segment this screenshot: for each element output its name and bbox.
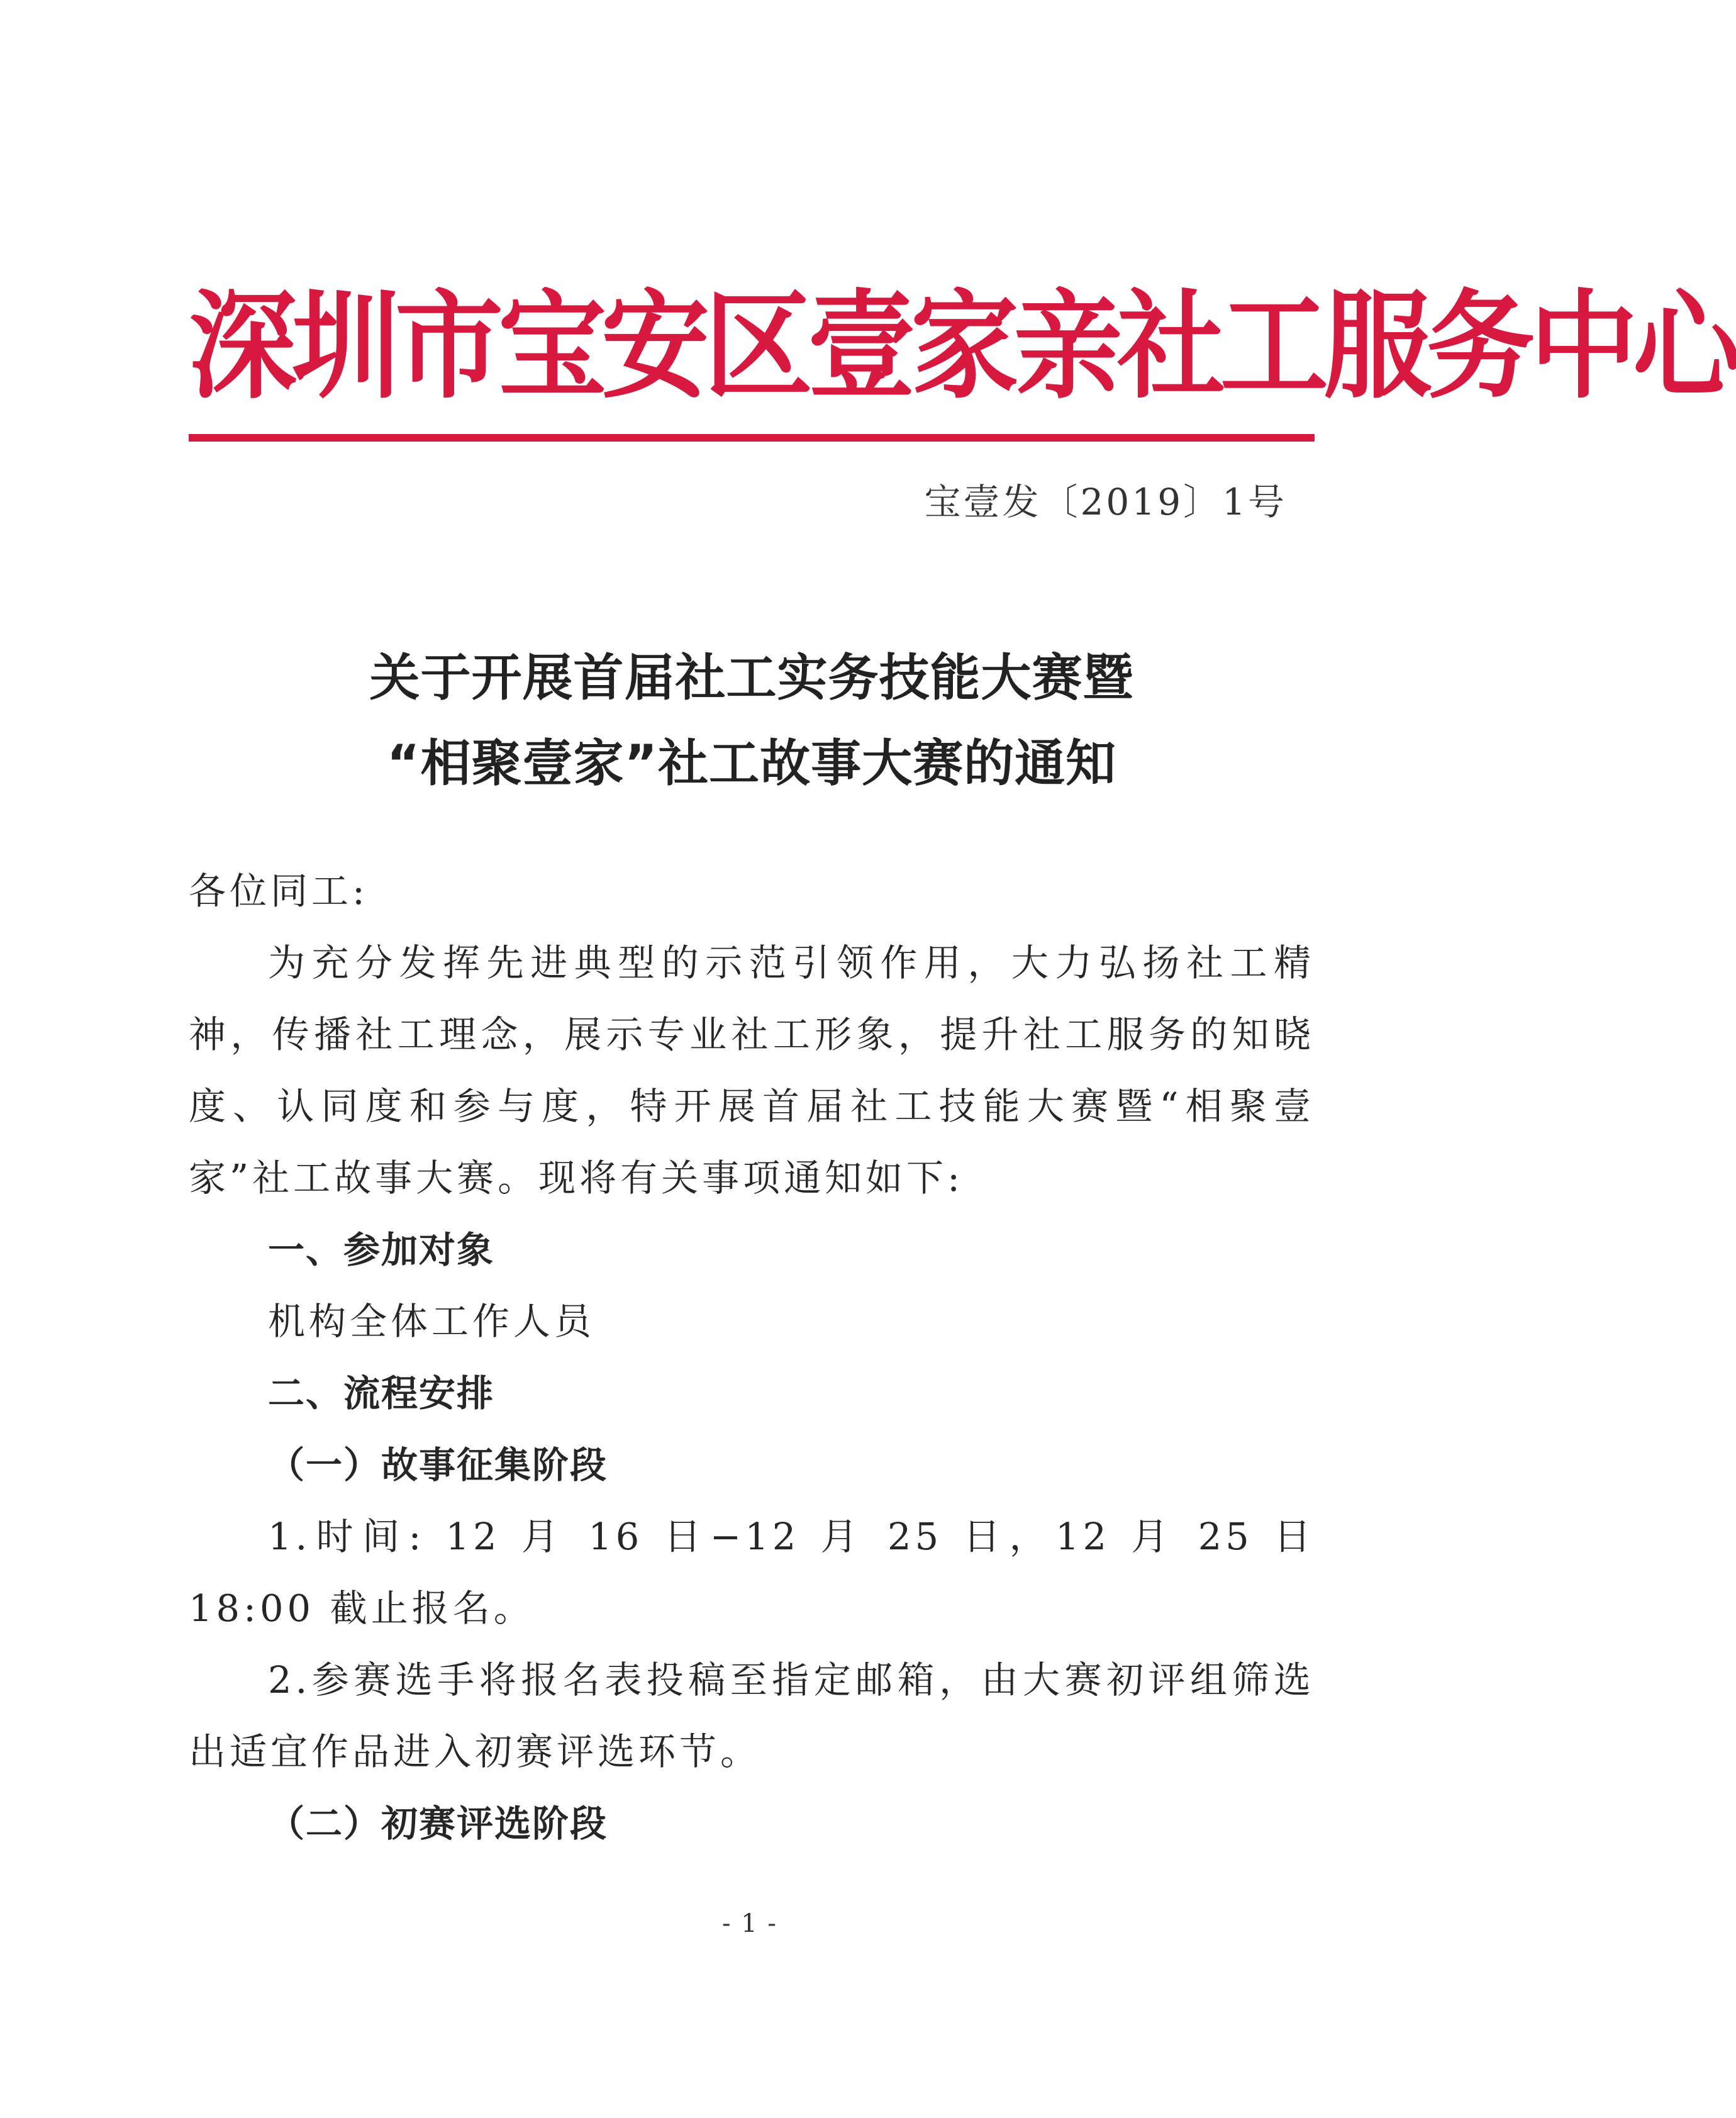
item-2: 2.参赛选手将报名表投稿至指定邮箱，由大赛初评组筛选出适宜作品进入初赛评选环节。: [189, 1658, 1315, 1773]
document-body: [189, 856, 1315, 1859]
page-number: - 1 -: [722, 1909, 777, 1938]
document-number: 宝壹发〔2019〕1号: [924, 481, 1287, 523]
organization-header: 深圳市宝安区壹家亲社工服务中心: [189, 276, 1736, 415]
header-divider: [189, 434, 1315, 442]
title-line-1: 关于开展首届社工实务技能大赛暨: [369, 649, 1134, 707]
item-1: 1.时间: 12 月 16 日−12 月 25 日，12 月 25 日 18:00 截止报名。: [189, 1515, 1315, 1630]
section-2-heading: 二、流程安排: [268, 1372, 495, 1415]
title-line-2: “相聚壹家”社工故事大赛的通知: [386, 734, 1117, 793]
subsection-2-heading: （二）初赛评选阶段: [268, 1802, 608, 1845]
document-title: [189, 635, 1315, 806]
intro-paragraph: 为充分发挥先进典型的示范引领作用，大力弘扬社工精神，传播社工理念，展示专业社工形象，提升社工服务的知晓度、认同度和参与度，特开展首届社工技能大赛暨“相聚壹家”社工故事大赛。现将有关事项通知如下:: [189, 941, 1315, 1200]
subsection-1-heading: （一）故事征集阶段: [268, 1444, 608, 1486]
section-1-text: 机构全体工作人员: [268, 1300, 596, 1343]
section-1-heading: 一、参加对象: [268, 1229, 495, 1271]
salutation: 各位同工:: [189, 869, 369, 913]
